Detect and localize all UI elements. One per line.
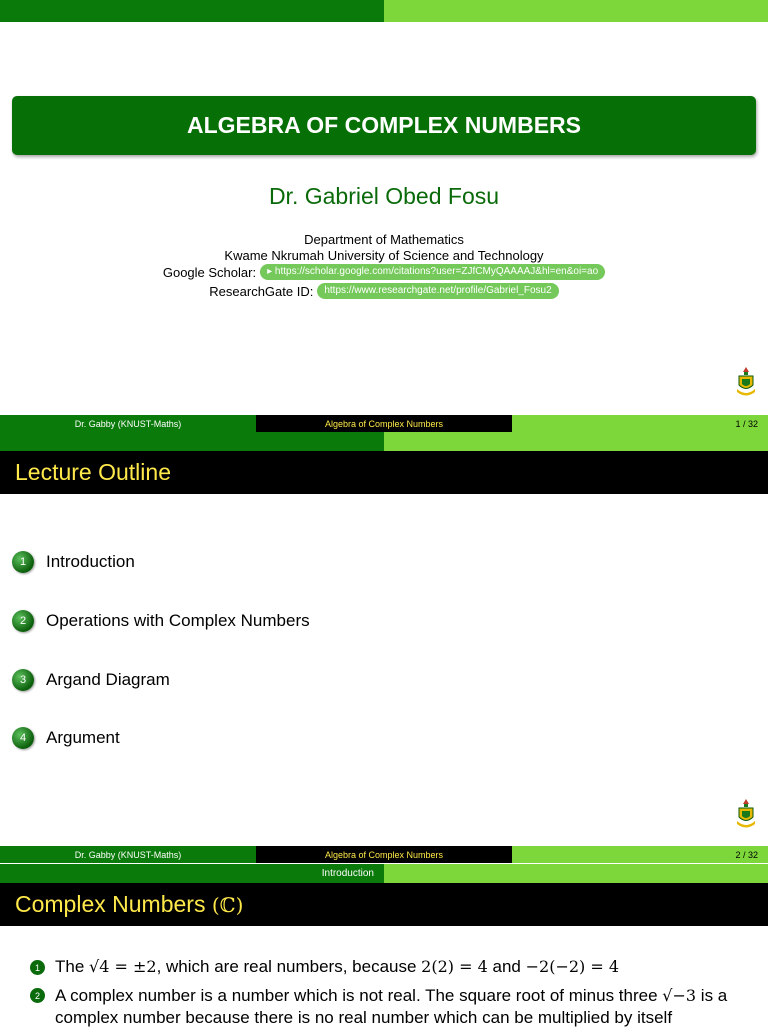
footer-author: Dr. Gabby (KNUST-Maths): [0, 846, 256, 863]
math-expression: −2(−2) = 4: [525, 957, 620, 976]
frame-title: Lecture Outline: [0, 451, 768, 494]
item-text-part: The: [55, 957, 85, 976]
frame-title: [0, 883, 768, 926]
math-expression: 2(2) = 4: [421, 957, 488, 976]
item-text-part: is a complex number because there is no real number which can be multiplied by itself: [55, 986, 728, 1027]
list-item: [30, 957, 760, 977]
frame-title-text: Complex Numbers: [15, 891, 206, 917]
department: Department of Mathematics: [304, 232, 464, 247]
outline-label: Operations with Complex Numbers: [46, 611, 310, 630]
header-bar-right: [384, 864, 768, 883]
footer-page: 2 / 32: [512, 846, 768, 863]
list-item: [30, 985, 760, 1029]
outline-number: 1: [12, 551, 34, 573]
outline-label: Argand Diagram: [46, 670, 170, 689]
item-text-part: A complex number is a number which is not real. The square root of minus three: [55, 986, 658, 1005]
presentation-title: ALGEBRA OF COMPLEX NUMBERS: [12, 96, 756, 155]
outline-item[interactable]: [12, 551, 135, 573]
header-bar-left: [0, 432, 384, 451]
header-bar-right: [384, 432, 768, 451]
math-expression: √4 = ±2: [89, 957, 157, 976]
knust-crest-icon: [736, 799, 756, 829]
university: Kwame Nkrumah University of Science and Technology: [224, 248, 544, 263]
item-text-part: , which are real numbers, because: [156, 957, 417, 976]
header-bar-left: [0, 0, 384, 22]
outline-item[interactable]: [12, 727, 120, 749]
footer-title: Algebra of Complex Numbers: [256, 846, 512, 863]
researchgate-link[interactable]: https://www.researchgate.net/profile/Gabriel_Fosu2: [317, 283, 558, 299]
knust-crest-icon: [736, 367, 756, 397]
complex-set-symbol: (ℂ): [211, 892, 244, 917]
enum-number: 1: [30, 960, 45, 975]
outline-number: 2: [12, 610, 34, 632]
scholar-label: Google Scholar:: [162, 264, 257, 280]
scholar-link-text: https://scholar.google.com/citations?user=ZJfCMyQAAAAJ&hl=en&oi=ao: [274, 266, 599, 277]
item-text: [55, 957, 619, 977]
section-nav-introduction[interactable]: Introduction: [0, 864, 384, 883]
item-text: [55, 985, 760, 1029]
scholar-line: [0, 264, 768, 280]
outline-label: Argument: [46, 728, 120, 747]
author-name: Dr. Gabriel Obed Fosu: [268, 183, 500, 209]
outline-item[interactable]: [12, 610, 310, 632]
header-bar-right: [384, 0, 768, 22]
outline-number: 3: [12, 669, 34, 691]
item-text-part: and: [492, 957, 521, 976]
researchgate-label: ResearchGate ID:: [209, 283, 314, 299]
footer-author: Dr. Gabby (KNUST-Maths): [0, 415, 256, 432]
outline-item[interactable]: [12, 669, 170, 691]
outline-number: 4: [12, 727, 34, 749]
footer-title: Algebra of Complex Numbers: [256, 415, 512, 432]
scholar-link[interactable]: ▸ https://scholar.google.com/citations?user=ZJfCMyQAAAAJ&hl=en&oi=ao: [260, 264, 605, 280]
researchgate-line: [0, 283, 768, 299]
outline-label: Introduction: [46, 552, 135, 571]
math-expression: √−3: [662, 986, 697, 1005]
enum-number: 2: [30, 988, 45, 1003]
footer-page: 1 / 32: [512, 415, 768, 432]
